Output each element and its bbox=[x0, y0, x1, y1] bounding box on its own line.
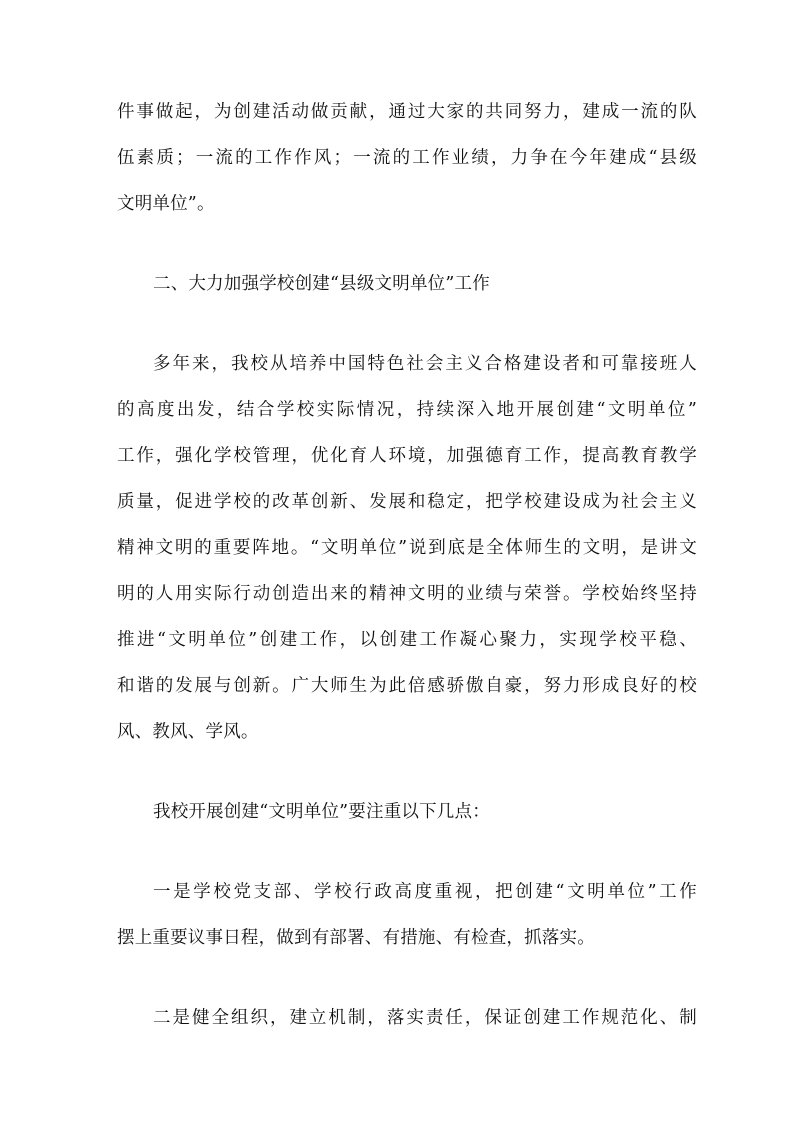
paragraph-3-line-2: 的高度出发，结合学校实际情况，持续深入地开展创建“文明单位” bbox=[117, 400, 697, 420]
paragraph-3-line-7: 推进“文明单位”创建工作，以创建工作凝心聚力，实现学校平稳、 bbox=[117, 630, 697, 650]
paragraph-3-line-9: 风、教风、学风。 bbox=[117, 722, 259, 742]
paragraph-5-line-1: 一是学校党支部、学校行政高度重视，把创建“文明单位”工作 bbox=[153, 882, 697, 902]
paragraph-5-line-2: 摆上重要议事日程，做到有部署、有措施、有检查，抓落实。 bbox=[117, 928, 595, 948]
paragraph-3-line-1: 多年来，我校从培养中国特色社会主义合格建设者和可靠接班人 bbox=[153, 354, 697, 374]
paragraph-4-line-1: 我校开展创建“文明单位”要注重以下几点： bbox=[153, 802, 490, 822]
paragraph-1-line-1: 件事做起，为创建活动做贡献，通过大家的共同努力，建成一流的队 bbox=[117, 102, 697, 122]
paragraph-3-line-8: 和谐的发展与创新。广大师生为此倍感骄傲自豪，努力形成良好的校 bbox=[117, 676, 697, 696]
paragraph-6-line-1: 二是健全组织，建立机制，落实责任，保证创建工作规范化、制 bbox=[153, 1008, 697, 1028]
paragraph-3-line-5: 精神文明的重要阵地。“文明单位”说到底是全体师生的文明，是讲文 bbox=[117, 538, 697, 558]
paragraph-1-line-3: 文明单位”。 bbox=[117, 194, 215, 214]
paragraph-3-line-3: 工作，强化学校管理，优化育人环境，加强德育工作，提高教育教学 bbox=[117, 446, 697, 466]
paragraph-1-line-2: 伍素质；一流的工作作风；一流的工作业绩，力争在今年建成“县级 bbox=[117, 148, 697, 168]
paragraph-3-line-6: 明的人用实际行动创造出来的精神文明的业绩与荣誉。学校始终坚持 bbox=[117, 584, 697, 604]
paragraph-3-line-4: 质量，促进学校的改革创新、发展和稳定，把学校建设成为社会主义 bbox=[117, 492, 697, 512]
section-heading: 二、大力加强学校创建“县级文明单位”工作 bbox=[153, 274, 490, 294]
